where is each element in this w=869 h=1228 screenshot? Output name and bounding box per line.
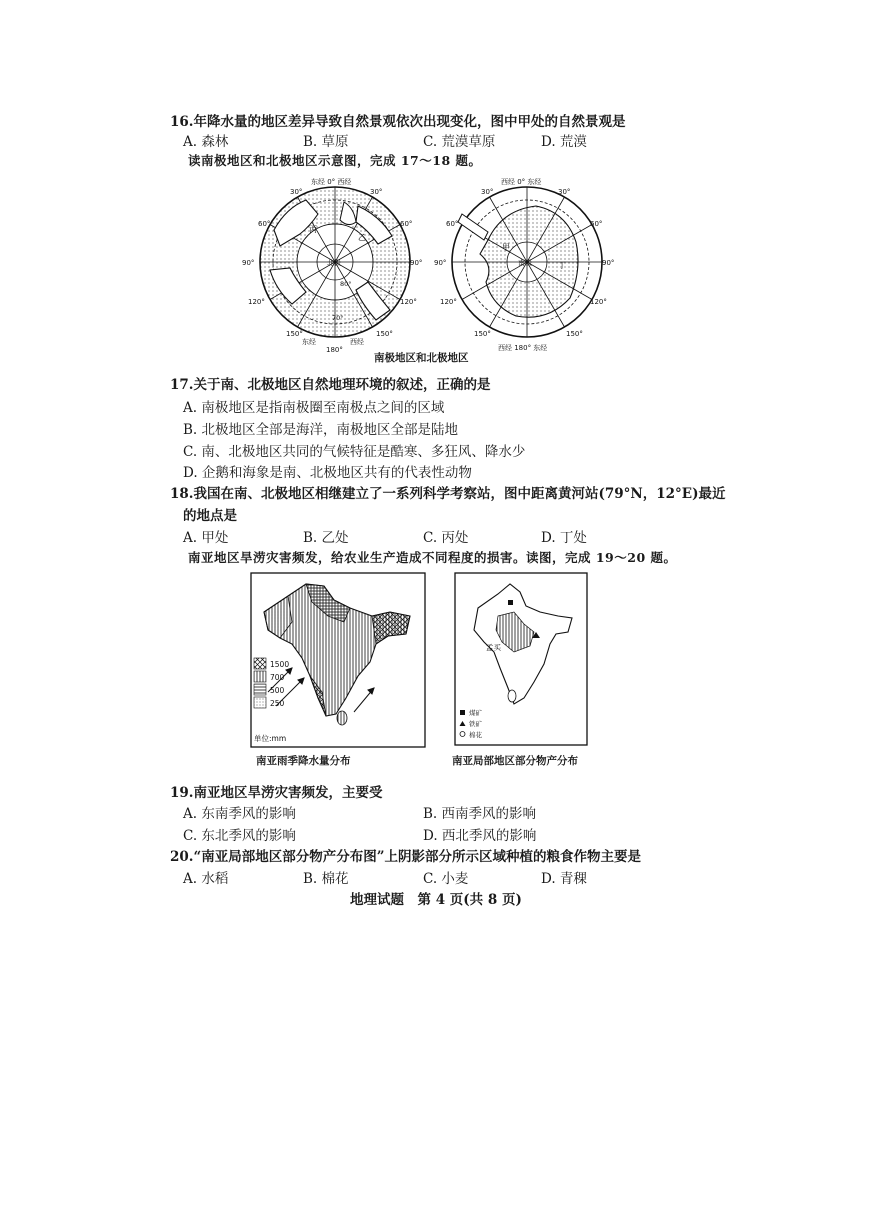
city-mumbai: 孟买 — [486, 643, 501, 652]
arctic-lon-120: 120° — [248, 298, 265, 306]
q16-stem: 16.年降水量的地区差异导致自然景观依次出现变化，图中甲处的自然景观是 — [170, 114, 626, 130]
arctic-mark-yi: 乙 — [358, 233, 366, 242]
page-footer: 地理试题 第 4 页(共 8 页) — [350, 892, 522, 908]
q19-option-a: A. 东南季风的影响 — [183, 806, 296, 822]
rain-map — [250, 572, 426, 748]
q19-option-b: B. 西南季风的影响 — [423, 806, 537, 822]
rain-legend-1500: 1500 — [270, 660, 290, 669]
arctic-pole-label: 北极 — [327, 259, 341, 267]
antarctic-lon-60: 60° — [446, 220, 459, 228]
polar-maps-figure — [240, 170, 620, 366]
arctic-lon-150: 150° — [286, 330, 303, 338]
antarctic-lon-30: 30° — [481, 188, 494, 196]
antarctic-mark-jia: 甲 — [502, 243, 510, 252]
q17-option-b: B. 北极地区全部是海洋，南极地区全部是陆地 — [183, 422, 459, 438]
q18-option-a: A. 甲处 — [183, 530, 229, 546]
arctic-lon-60-right: 60° — [400, 220, 413, 228]
arctic-lon-150-right: 150° — [376, 330, 393, 338]
arctic-lon-60: 60° — [258, 220, 271, 228]
q17-option-d: D. 企鹅和海象是南、北极地区共有的代表性动物 — [183, 465, 472, 481]
product-map-caption: 南亚局部地区部分物产分布 — [452, 755, 578, 767]
arctic-lon-30-right: 30° — [370, 188, 383, 196]
arctic-bottom-left: 东经 — [302, 338, 316, 346]
antarctic-pole-label: 南极 — [518, 259, 532, 267]
intro-polar: 读南极地区和北极地区示意图，完成 17～18 题。 — [188, 153, 482, 168]
antarctic-lon-60-right: 60° — [590, 220, 603, 228]
q20-option-d: D. 青稞 — [541, 871, 587, 887]
rain-map-caption: 南亚雨季降水量分布 — [256, 755, 351, 767]
arctic-lon-30: 30° — [290, 188, 303, 196]
arctic-lon-120-right: 120° — [400, 298, 417, 306]
q18-option-c: C. 丙处 — [423, 530, 469, 546]
rain-legend-500: 500 — [270, 686, 285, 695]
arctic-lat-70: 70° — [332, 314, 344, 322]
arctic-lon-90-right: 90° — [410, 259, 423, 267]
q19-option-c: C. 东北季风的影响 — [183, 828, 296, 844]
polar-figure-caption: 南极地区和北极地区 — [374, 352, 469, 364]
q20-option-b: B. 棉花 — [303, 871, 349, 887]
q18-stem-line2: 的地点是 — [183, 508, 237, 524]
legend-cotton: 棉花 — [469, 731, 482, 739]
rain-unit-label: 单位:mm — [254, 734, 287, 743]
q19-option-d: D. 西北季风的影响 — [423, 828, 537, 844]
antarctic-lon-90-right: 90° — [602, 259, 615, 267]
q17-stem: 17.关于南、北极地区自然地理环境的叙述，正确的是 — [170, 377, 491, 393]
arctic-lat-80: 80° — [340, 280, 352, 288]
arctic-top-label: 东经 0° 西经 — [311, 178, 352, 186]
q18-option-b: B. 乙处 — [303, 530, 349, 546]
q20-option-a: A. 水稻 — [183, 871, 229, 887]
legend-coal: 煤矿 — [469, 709, 482, 717]
antarctic-mark-ding: 丁 — [558, 261, 566, 270]
rain-legend-250: 250 — [270, 699, 285, 708]
q16-option-d: D. 荒漠 — [541, 134, 587, 150]
q16-option-b: B. 草原 — [303, 134, 349, 150]
rain-legend-700: 700 — [270, 673, 285, 682]
antarctic-map — [434, 177, 614, 352]
arctic-bottom-right: 西经 — [350, 338, 364, 346]
antarctic-lon-30-right: 30° — [558, 188, 571, 196]
arctic-mark-bing: 丙 — [309, 225, 317, 234]
antarctic-top-label: 西经 0° 东经 — [501, 178, 542, 186]
antarctic-lon-120-right: 120° — [590, 298, 607, 306]
antarctic-lon-150-right: 150° — [566, 330, 583, 338]
product-map — [454, 572, 588, 746]
antarctic-bottom-label: 西经 180° 东经 — [498, 344, 548, 352]
intro-south-asia: 南亚地区旱涝灾害频发，给农业生产造成不同程度的损害。读图，完成 19～20 题。 — [188, 550, 677, 565]
antarctic-lon-90: 90° — [434, 259, 447, 267]
arctic-map — [242, 177, 422, 354]
q19-stem: 19.南亚地区旱涝灾害频发，主要受 — [170, 785, 383, 801]
q20-option-c: C. 小麦 — [423, 871, 469, 887]
q17-option-c: C. 南、北极地区共同的气候特征是酷寒、多狂风、降水少 — [183, 444, 526, 460]
arctic-bottom-mid: 180° — [326, 346, 343, 354]
q17-option-a: A. 南极地区是指南极圈至南极点之间的区域 — [183, 400, 445, 416]
q20-stem: 20.“南亚局部地区部分物产分布图”上阴影部分所示区域种植的粮食作物主要是 — [170, 849, 642, 865]
legend-iron: 铁矿 — [469, 720, 482, 728]
antarctic-lon-150: 150° — [474, 330, 491, 338]
antarctic-lon-120: 120° — [440, 298, 457, 306]
q18-option-d: D. 丁处 — [541, 530, 587, 546]
product-legend — [460, 708, 483, 739]
q16-option-c: C. 荒漠草原 — [423, 134, 496, 150]
q18-stem-line1: 18.我国在南、北极地区相继建立了一系列科学考察站，图中距离黄河站(79°N，12°E)最近 — [170, 486, 726, 502]
q16-option-a: A. 森林 — [183, 134, 229, 150]
arctic-lon-90: 90° — [242, 259, 255, 267]
